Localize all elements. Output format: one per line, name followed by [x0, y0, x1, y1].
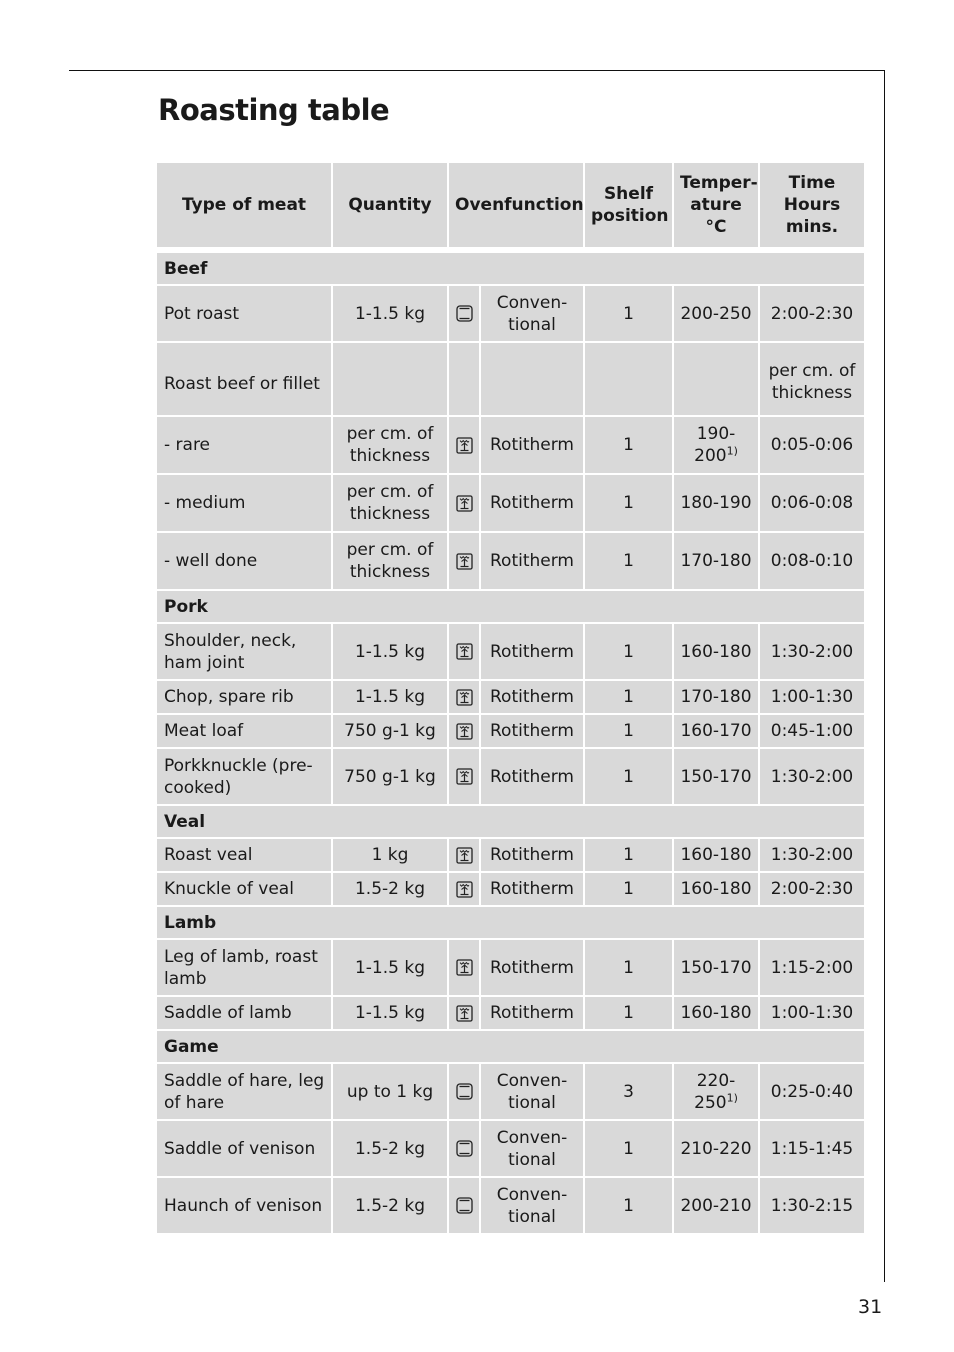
header-quantity: Quantity	[333, 163, 449, 247]
table-row	[157, 715, 864, 747]
table-cell: 220-250$^{1)}$	[674, 1064, 760, 1119]
table-cell: Rotitherm	[481, 475, 585, 531]
table-cell: 1	[585, 624, 674, 679]
table-cell: 1:15-2:00	[760, 940, 864, 995]
table-cell: 1:30-2:00	[760, 839, 864, 871]
oven-rotitherm-icon	[456, 768, 473, 785]
table-cell: Saddle of lamb	[157, 997, 333, 1029]
table-cell: Rotitherm	[481, 997, 585, 1029]
category-row-lamb	[157, 907, 864, 938]
table-cell: Pot roast	[157, 286, 333, 341]
table-cell: Rotitherm	[481, 839, 585, 871]
table-cell: Beef	[157, 253, 864, 284]
oven-rotitherm-icon	[456, 689, 473, 706]
table-cell: 2:00-2:30	[760, 873, 864, 905]
oven-rotitherm-icon	[456, 723, 473, 740]
right-rule	[884, 70, 885, 1282]
table-cell: - well done	[157, 533, 333, 589]
table-cell: Conven-tional	[481, 1121, 585, 1176]
table-cell: 1:30-2:15	[760, 1178, 864, 1233]
table-cell: 1:00-1:30	[760, 997, 864, 1029]
header-ovenfunction: Ovenfunction	[449, 163, 585, 247]
table-cell: 1-1.5 kg	[333, 624, 449, 679]
table-row	[157, 997, 864, 1029]
table-cell: 190-200$^{1)}$	[674, 417, 760, 473]
table-cell: 160-170	[674, 715, 760, 747]
table-cell	[449, 286, 481, 341]
table-cell	[449, 343, 481, 415]
table-cell	[449, 475, 481, 531]
table-cell: Rotitherm	[481, 681, 585, 713]
table-cell: 1.5-2 kg	[333, 873, 449, 905]
table-cell: Saddle of hare, leg of hare	[157, 1064, 333, 1119]
table-cell: 1.5-2 kg	[333, 1178, 449, 1233]
table-cell	[333, 343, 449, 415]
table-cell	[449, 940, 481, 995]
table-row	[157, 1178, 864, 1233]
table-cell: 1	[585, 681, 674, 713]
table-cell: 170-180	[674, 681, 760, 713]
table-row	[157, 749, 864, 804]
table-cell: 0:25-0:40	[760, 1064, 864, 1119]
table-cell: 1:15-1:45	[760, 1121, 864, 1176]
table-cell: 1	[585, 1121, 674, 1176]
table-row	[157, 624, 864, 679]
category-row-game	[157, 1031, 864, 1062]
header-shelf-position: Shelf position	[585, 163, 674, 247]
table-cell: 1	[585, 997, 674, 1029]
table-row	[157, 839, 864, 871]
table-cell: 1:00-1:30	[760, 681, 864, 713]
table-cell: 210-220	[674, 1121, 760, 1176]
table-row	[157, 417, 864, 473]
table-cell	[449, 681, 481, 713]
table-cell	[449, 749, 481, 804]
top-rule	[69, 70, 885, 71]
table-cell: Porkknuckle (pre-cooked)	[157, 749, 333, 804]
table-cell: Game	[157, 1031, 864, 1062]
table-cell: Rotitherm	[481, 417, 585, 473]
table-cell	[449, 839, 481, 871]
table-row	[157, 873, 864, 905]
table-cell: Meat loaf	[157, 715, 333, 747]
table-cell: Roast veal	[157, 839, 333, 871]
table-cell: Rotitherm	[481, 749, 585, 804]
table-cell	[481, 343, 585, 415]
oven-rotitherm-icon	[456, 847, 473, 864]
table-cell: 150-170	[674, 749, 760, 804]
table-cell	[449, 533, 481, 589]
oven-rotitherm-icon	[456, 959, 473, 976]
table-cell: 160-180	[674, 997, 760, 1029]
oven-rotitherm-icon	[456, 881, 473, 898]
table-cell: 1	[585, 475, 674, 531]
table-cell: 2:00-2:30	[760, 286, 864, 341]
header-time: Time Hours mins.	[760, 163, 864, 247]
category-row-veal	[157, 806, 864, 837]
oven-conventional-icon	[456, 1140, 473, 1157]
table-cell: Conven-tional	[481, 1178, 585, 1233]
table-cell	[449, 1064, 481, 1119]
table-cell: Conven-tional	[481, 286, 585, 341]
roasting-table	[157, 161, 864, 1235]
table-cell: 1	[585, 873, 674, 905]
table-cell: 1	[585, 533, 674, 589]
table-cell: Rotitherm	[481, 624, 585, 679]
table-cell: Shoulder, neck, ham joint	[157, 624, 333, 679]
table-cell: 0:08-0:10	[760, 533, 864, 589]
table-cell: Rotitherm	[481, 873, 585, 905]
oven-conventional-icon	[456, 305, 473, 322]
table-row	[157, 286, 864, 341]
table-cell	[449, 1121, 481, 1176]
table-row	[157, 533, 864, 589]
table-cell: Conven-tional	[481, 1064, 585, 1119]
table-cell: Haunch of venison	[157, 1178, 333, 1233]
header-temperature: Temper- ature °C	[674, 163, 760, 247]
table-cell: 170-180	[674, 533, 760, 589]
table-cell: 160-180	[674, 839, 760, 871]
table-cell: 1-1.5 kg	[333, 940, 449, 995]
table-row	[157, 1121, 864, 1176]
table-cell: Leg of lamb, roast lamb	[157, 940, 333, 995]
table-cell: 3	[585, 1064, 674, 1119]
table-cell: per cm. of thickness	[760, 343, 864, 415]
table-cell: Rotitherm	[481, 940, 585, 995]
oven-conventional-icon	[456, 1083, 473, 1100]
oven-rotitherm-icon	[456, 643, 473, 660]
table-row	[157, 1064, 864, 1119]
oven-rotitherm-icon	[456, 495, 473, 512]
table-cell: Rotitherm	[481, 715, 585, 747]
table-cell: Veal	[157, 806, 864, 837]
table-cell	[449, 997, 481, 1029]
page-title: Roasting table	[158, 93, 390, 127]
table-cell: - rare	[157, 417, 333, 473]
page-number: 31	[858, 1296, 883, 1318]
table-cell: 0:05-0:06	[760, 417, 864, 473]
table-cell: 1:30-2:00	[760, 624, 864, 679]
table-cell: 1 kg	[333, 839, 449, 871]
table-cell: Pork	[157, 591, 864, 622]
table-cell: 180-190	[674, 475, 760, 531]
oven-rotitherm-icon	[456, 553, 473, 570]
oven-conventional-icon	[456, 1197, 473, 1214]
table-cell: Rotitherm	[481, 533, 585, 589]
table-cell	[157, 249, 864, 251]
table-cell: Saddle of venison	[157, 1121, 333, 1176]
table-cell: 750 g-1 kg	[333, 749, 449, 804]
table-cell: up to 1 kg	[333, 1064, 449, 1119]
table-cell	[449, 624, 481, 679]
table-cell: per cm. of thickness	[333, 533, 449, 589]
table-cell: 200-210	[674, 1178, 760, 1233]
table-cell: Knuckle of veal	[157, 873, 333, 905]
table-cell	[585, 343, 674, 415]
table-cell: 1	[585, 715, 674, 747]
table-cell: 1	[585, 1178, 674, 1233]
table-cell: 1-1.5 kg	[333, 997, 449, 1029]
table-cell: 160-180	[674, 624, 760, 679]
table-cell	[674, 343, 760, 415]
table-cell: Chop, spare rib	[157, 681, 333, 713]
table-row	[157, 940, 864, 995]
header-type-of-meat: Type of meat	[157, 163, 333, 247]
table-cell: 200-250	[674, 286, 760, 341]
table-cell: - medium	[157, 475, 333, 531]
table-cell: 1	[585, 839, 674, 871]
table-cell	[449, 1178, 481, 1233]
oven-rotitherm-icon	[456, 1005, 473, 1022]
table-cell	[449, 873, 481, 905]
table-cell: 1	[585, 749, 674, 804]
table-cell: 750 g-1 kg	[333, 715, 449, 747]
table-cell: 0:06-0:08	[760, 475, 864, 531]
table-cell: Roast beef or fillet	[157, 343, 333, 415]
table-cell	[449, 417, 481, 473]
table-cell: per cm. of thickness	[333, 475, 449, 531]
table-cell: 1	[585, 940, 674, 995]
table-cell: 1.5-2 kg	[333, 1121, 449, 1176]
table-cell: 1	[585, 417, 674, 473]
table-cell: 0:45-1:00	[760, 715, 864, 747]
table-cell: Lamb	[157, 907, 864, 938]
table-row	[157, 475, 864, 531]
table-cell: per cm. of thickness	[333, 417, 449, 473]
table-row	[157, 681, 864, 713]
table-row	[157, 343, 864, 415]
header-row	[157, 163, 864, 247]
table-cell: 150-170	[674, 940, 760, 995]
category-row-beef	[157, 253, 864, 284]
table-cell: 1-1.5 kg	[333, 286, 449, 341]
oven-rotitherm-icon	[456, 437, 473, 454]
table-cell: 1:30-2:00	[760, 749, 864, 804]
table-cell: 1	[585, 286, 674, 341]
table-cell: 160-180	[674, 873, 760, 905]
category-row-pork	[157, 591, 864, 622]
table-cell: 1-1.5 kg	[333, 681, 449, 713]
table-cell	[449, 715, 481, 747]
